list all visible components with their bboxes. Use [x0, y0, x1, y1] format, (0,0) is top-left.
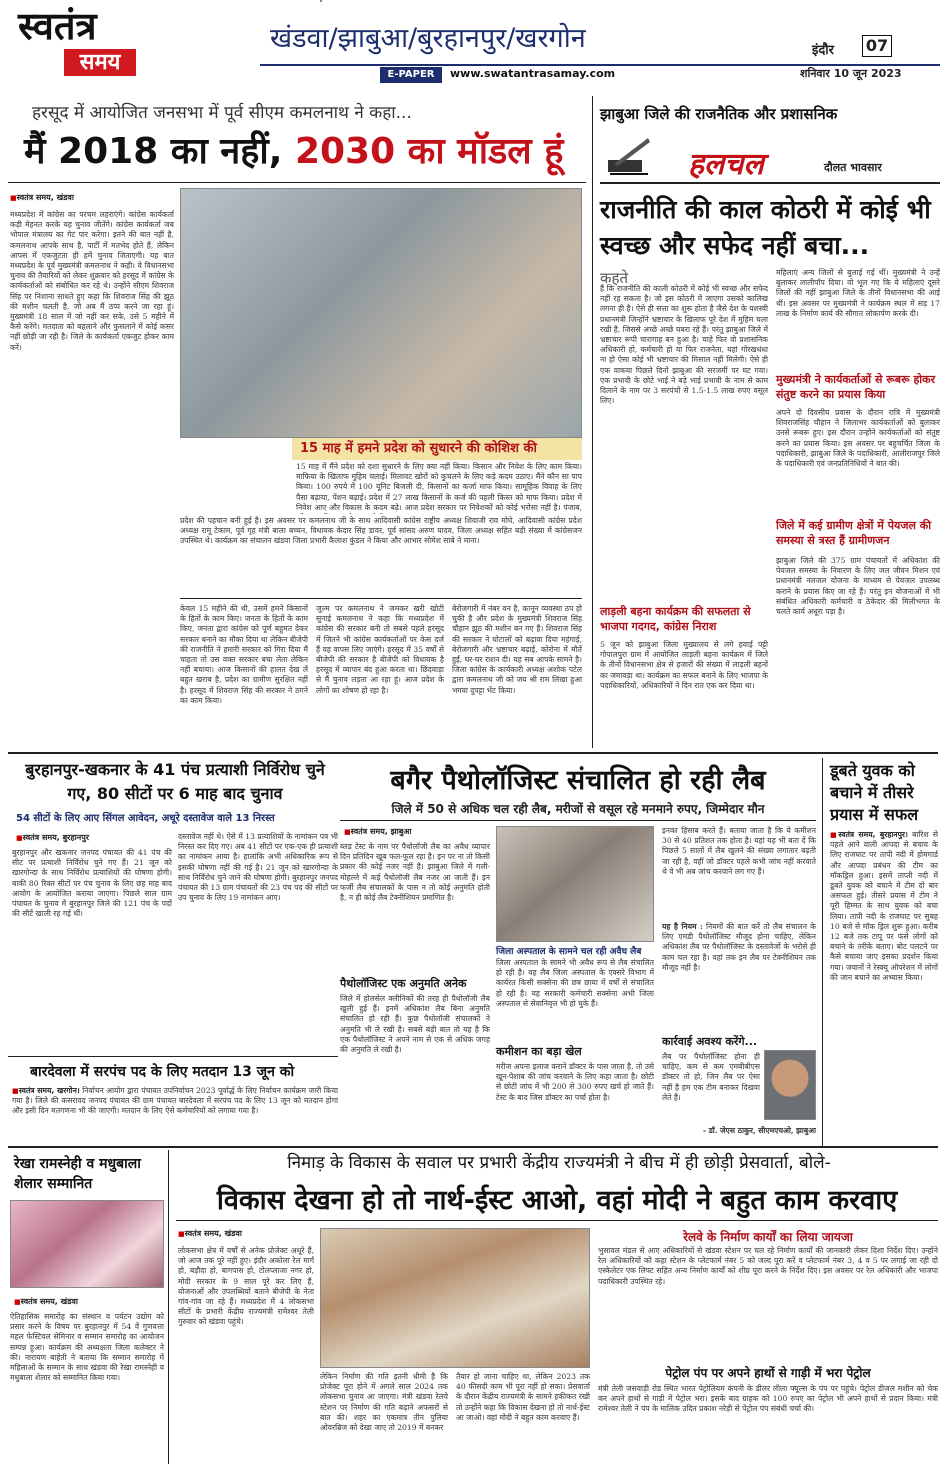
rescue-headline: डूबते युवक को बचाने में तीसरे प्रयास में सफल [830, 761, 919, 824]
lab-photo [496, 826, 654, 942]
minister-press-photo [320, 1228, 590, 1368]
website-link[interactable]: www.swatantrasamay.com [450, 67, 616, 80]
lab-photo-caption: जिला अस्पताल के सामने चल रही अवैध लैब [496, 947, 642, 957]
rekha-headline: रेखा रामस्नेही व मधुबाला शेलार सम्मानित [14, 1156, 141, 1192]
column-text-2: महिलाएं अन्य जिलों से बुलाई गई थीं। मुख्यमंत्री ने उन्हें बुलाकर लालीपॉप दिया। वो भूल गए कि ये महिलाएं दूसरे जिलों की नहीं झाबुआ जिले के तीनों विधानसभा की आई थीं। इस अवसर पर मुख्यमंत्री ने कार्यक्रम स्थल में सड़ 17 लाख के निर्माण कार्य की सौगात लोकार्पण करके दी। [776, 268, 940, 318]
column-subhead-1: लाड़ली बहना कार्यक्रम की सफलता से भाजपा गदगद, कांग्रेस निराश [600, 605, 751, 633]
lab-text-1b: जिले में होलसेल क्लीनिकों की तरह ही पैथोलॉजी लैब खुली हुई हैं। इनमें अधिकांश लैब बिना अनुमति संचालित हो रही हैं। कुछ पैथोलॉजी संचालकों ने अनुमति भी ले रखी है। सबसे बड़ी बात तो यह है कि एक पैथोलॉजिस्ट ने अपने नाम से एक से अधिक जगह की अनुमति ले रखी है। [340, 994, 490, 1055]
minister-text-1: लोकसभा क्षेत्र में वर्षों से अनेक प्रोजेक्ट अधूरे हैं, जो आज तक पूरे नहीं हुए। इंदौर अकोला रेल मार्ग हो, बड़ौदा हो, बागपास हो, टोलप्लाजा नगर हो, मोदी सरकार के 9 साल पूरे कर लिए हैं, योजनाओं और उपलब्धियों बताने बीजेपी के नेता गांव-गांव जा रहे हैं। मध्यप्रदेश में 4 लोकसभा सीटों के प्रभारी केंद्रीय राज्यमंत्री रामेश्वर तेली गुरुवार को खंडवा पहुंचे। [178, 1246, 314, 1327]
rekha-photo [10, 1200, 164, 1288]
rescue-body: बारिश से पहले आने वाली आपदा से बचाव के लिए राजघाट पर तापी नदी में होमगार्ड और आपदा प्रबंधन की टीम का मॉकड्रिल हुआ। इसमें ताप्ती नदी में डूबते युवक को बचाने में टीम दो बार असफल हुई। तीसरे प्रयास में टीम ने पूरी हिम्मत के साथ युवक को बचा लिया। तापी नदी के राजघाट पर सुबह 10 बजे से मॉक ड्रिल शुरू हुआ। करीब 12 बजे तक टापू पर फंसे लोगों को बचाने के तरीके बताए। बोट पलटने पर कैसे बचाया जाए इसका प्रदर्शन किया गया। जवानों ने रेस्क्यू ऑपरेशन में लोगों की जान बचाने का अभ्यास किया। [830, 830, 938, 982]
logo-top: स्वतंत्र [18, 4, 97, 48]
minister-byline: ■ स्वतंत्र समय, खंडवा [178, 1228, 242, 1239]
rekha-divider [168, 1150, 169, 1464]
column-title: हलचल [688, 147, 764, 182]
column-headline: राजनीति की काल कोठरी में कोई भी स्वच्छ और सफेद नहीं बचा... [600, 195, 931, 260]
minister-divider [176, 1220, 938, 1221]
logo-bottom: समय [64, 49, 136, 76]
lead-divider [8, 182, 586, 183]
minister-subhead-1: रेलवे के निर्माण कार्यों का लिया जायजा [683, 1230, 853, 1244]
section-divider-2 [8, 1146, 938, 1148]
minister-subhead-2: पेट्रोल पंप पर अपने हाथों से गाड़ी में भरा पेट्रोल [665, 1366, 871, 1380]
sarpanch-text [12, 1086, 338, 1140]
sarpanch-body: निर्वाचन आयोग द्वारा पंचायत उपनिर्वाचन 2023 पूर्वार्द्ध के लिए निर्वाचन कार्यक्रम जारी किया गया है। जिले की कसरावद जनपद पंचायत की ग्राम पंचायत बारदेवला में सरपंच पद के लिए 13 जून को मतदान होगा और इसी दिन मतगणना भी की जाएगी। मतदान के लिए ऐसे कर्मचारियों को लगाया गया है। [12, 1086, 338, 1116]
lab-subhead: जिले में 50 से अधिक चल रही लैब, मरीजों से वसूल रहे मनमाने रुपए, जिम्मेदार मौन [391, 802, 765, 816]
cmho-portrait [764, 1050, 816, 1120]
column-text-1b: 5 जून को झाबुआ जिला मुख्यालय से लगे हवाई पट्टी गोपालपुरा ग्राम में आयोजित लाड़ली बहना कार्यक्रम में जिले के तीनों विधानसभा क्षेत्र से हजारों की संख्या में लाड़ली बहनों का जमावड़ा था। कार्यक्रम का सफल बनाने के लिए भाजपा के पदाधिकारियों, अधिकारियों ने दिन रात एक कर दिया था। [600, 640, 768, 690]
column-title-rule [600, 182, 940, 184]
section-divider-1 [8, 752, 938, 754]
quill-pen-icon [604, 134, 654, 178]
column-text-2b: अपने दो दिवसीय प्रवास के दौरान रात्रि में मुख्यमंत्री शिवराजसिंह चौहान ने जिलाभर कार्यकर्ताओं को बुलाकर उनसे रूबरू हुए। इस दौरान उन्होंने कार्यकर्ताओं को संतुष्ट करने का प्रयास किया। इस अवसर पर बहुचर्चित जिला के पदाधिकारी, झाबुआ जिले के पदाधिकारी, आलीराजपुर जिले के पदाधिकारी एवं जनप्रतिनिधियों ने बात की। [776, 408, 940, 469]
lead-photo [180, 188, 582, 438]
lab-rule-label: यह है नियम : [662, 922, 703, 931]
epaper-label: E-PAPER [380, 67, 442, 83]
burhanpur-text-2: दस्तावेज नहीं थे। ऐसे में 13 प्रत्याशियों के नामांकन पत्र भी निरस्त कर दिए गए। अब 41 सीटों पर एक-एक ही प्रत्याशी का नामांकन आया है। हालांकि अभी अधिकारिक रूप से इसकी घोषणा नहीं की गई है। 21 जून को खारगोन्दा के साथ निर्विरोध चुने जाने की घोषणा होगी। बुरहानपुर जनपद पंचायत की 13 ग्राम पंचायतों की 23 पंच पद की सीटों पर उप चुनाव के लिए 19 नामांकन आए। [178, 832, 338, 903]
sarpanch-headline: बारदेवला में सरपंच पद के लिए मतदान 13 जून को [30, 1064, 295, 1080]
lead-column-a: केवल 15 महीने की थी, उसमें हमने किसानों के हितों के काम किए। जनता के हितों के काम किए, जनता द्वारा कांग्रेस को पूर्ण बहुमत देकर सरकार बनाने का मौका दिया था लेकिन बीजेपी की राजनीति ने हमारी सरकार को गिरा दिया मैं चाहता तो उस वक्त सरकार बचा लेता लेकिन नहीं बचाया। आज किसानों की हालत देख लें बहुत खराब है, प्रदेश का ग्रामीण सुरक्षित नहीं है। हरसूद में शिवराज सिंह की सरकार ने ठगने का काम किया। [180, 604, 308, 705]
lab-headline: बगैर पैथोलॉजिस्ट संचालित हो रही लैब [390, 765, 766, 796]
sarpanch-divider [8, 1056, 338, 1057]
burhanpur-byline: ■ स्वतंत्र समय, बुरहानपुर [16, 832, 89, 843]
lead-headline-part2: 2030 का मॉडल हूं [294, 131, 564, 172]
lab-byline: ■ स्वतंत्र समय, झाबुआ [344, 826, 411, 837]
rescue-divider [822, 758, 823, 1146]
lab-subhead-3: कार्रवाई अवश्य करेंगे... [662, 1035, 758, 1048]
lab-text-2b: मरीज अपना इलाज कराने डॉक्टर के पास जाता है, तो उसे खून-पेशाब की जांच करवाने के लिए कहा जाता है। छोटी से छोटी जांच में भी 200 से 300 रुपए खर्च हो जाते हैं। टेस्ट के बाद जिस डॉक्टर का पर्चा होता है। [496, 1062, 654, 1102]
lead-inner-divider [180, 598, 582, 599]
lab-quote: लैब पर पैथोलॉजिस्ट होना ही चाहिए, कम से कम एमबीबीएस डॉक्टर तो हो, जिन लैब पर ऐसा नहीं है हम एक टीम बनाकर दिखवा लेते हैं। [662, 1052, 760, 1102]
lead-headline [24, 128, 563, 176]
page-number: 07 [862, 35, 892, 57]
column-box-border [592, 96, 593, 748]
lab-text-2: जिला अस्पताल के सामने भी अवैध रूप से लैब संचालित हो रही है। यह लैब जिला अस्पताल के एक्सरे विभाग में कार्यरत किसी सक्सेना की छत्र छाया में वर्षों से संचालित हो रही है। यह सरकारी कर्मचारी सक्सेना अभी जिला अस्पताल से सेवानिवृत्त भी हो चुके हैं। [496, 958, 654, 1008]
burhanpur-headline: बुरहानपुर-खकनार के 41 पंच प्रत्याशी निर्विरोध चुने गए, 80 सीटों पर 6 माह बाद चुनाव [25, 760, 325, 803]
edition-city: इंदौर [812, 43, 834, 58]
lead-column-b: जुल्म पर कमलनाथ ने जमकर खरी खोटी सुनाई कमलनाथ ने कहा कि मध्यप्रदेश में कांग्रेस की सरकार बनी तो सबसे पहले हरसूद में जितने भी कांग्रेस कार्यकर्ताओं पर केस दर्ज हैं वह वापस लिए जाएंगे। हरसूद में 35 वर्षों से बीजेपी की सरकार है बीजेपी को विधायक है हरसूद में व्यापार बंद हुआ करता था। छिंदवाड़ा से मैं चुनाव लड़ता आ रहा हूं। आज प्रदेश के लोगों का शोषण हो रहा है। [316, 604, 444, 695]
lead-mid-text: 15 माह में मैंने प्रदेश को दशा सुधारने के लिए क्या नहीं किया। किसान और निवेश के लिए काम किया। माफिया के खिलाफ मुहिम चलाई। मिलावट खोरों को कुचलने के लिए कड़े कदम उठाए। मैंने कौन सा पाप किया। 100 रुपये में 100 यूनिट बिजली दी, किसानों का कर्जा माफ किया। सामूहिक विवाह के लिए पैसा बढ़ाया, पेंशन बढ़ाई। प्रदेश में 27 लाख किसानों के कर्ज की पहली किस्त को माफ किया। प्रदेश में निवेश आए और विकास के कदम बढ़े। आज प्रदेश सरकार पर निवेशकों को कोई भरोसा नहीं है। पंजाब, [296, 462, 582, 512]
lab-subhead-2: कमीशन का बड़ा खेल [496, 1045, 582, 1058]
edition-date: शनिवार 10 जून 2023 [800, 67, 902, 80]
column-text-2c: झाबुआ जिले की 375 ग्राम पंचायतों में अधिकांश की पेयजल समस्या के निवारण के लिए जल जीवन मिशन एवं प्रधानमंत्री नलजल योजना के माध्यम से पेयजल उपलब्ध कराने के प्रयास किए जा रहे हैं। परंतु इन योजनाओं में भी संबंधित अधिकारी कर्मचारी व ठेकेदार की मिलीभगत के चलते कार्य अधूरा पड़ा है। [776, 556, 940, 617]
lab-text-3b [662, 922, 816, 1032]
lab-quote-attribution: - डॉ. जेएस ठाकुर, सीएमएचओ, झाबुआ [702, 1126, 816, 1135]
lead-byline: ■ स्वतंत्र समय, खंडवा [10, 192, 74, 203]
column-subhead-2: मुख्यमंत्री ने कार्यकर्ताओं से रूबरू होकर संतुष्ट करने का प्रयास किया [776, 373, 936, 401]
minister-photo [320, 0, 322, 2]
minister-text-4b: मंत्री तेली जसवाड़ी रोड स्थित भारत पेट्रोलियम कंपनी के डीलर लीला फ्यूल्स के पंप पर पहुंचे। पेट्रोल डीजल मशीन को चेक कर अपने हाथों से गाड़ी में पेट्रोल भरा। इसके बाद ग्राहक को 100 रुपए का पेट्रोल भी अपने हाथों से प्रदान किया। मंत्री रामेश्वर तेली ने पंप के मालिक उदित प्रकाश नरेड़ी से पेट्रोल पंप संबंधी चर्चा की। [598, 1384, 938, 1414]
lab-subhead-1: पैथोलॉजिस्ट एक अनुमति अनेक [340, 977, 467, 990]
lead-column-1: मध्यप्रदेश में कांग्रेस का परचम लहराएंगे। कांग्रेस कार्यकर्ता कड़ी मेहनत करके यह चुनाव जीतेंगे। कांग्रेस कार्यकर्ता जब भोपाल मंत्रालय का गेट पार करेगा। इतने की बात नहीं है, कमलनाथ आपके साथ है, पार्टी में मतभेद होते हैं, लेकिन आपस में एकजुटता ही हमें चुनाव जिताएगी। यह बात मध्यप्रदेश के पूर्व मुख्यमंत्री कमलनाथ ने कही। वे विधानसभा चुनाव की तैयारियों को लेकर शुक्रवार को हरसूद में कांग्रेस के कार्यकर्ताओं को संबोधित कर रहे थे। उन्होंने सीएम शिवराज सिंह पर निशाना साधते हुए कहा कि शिवराज सिंह की झूठ की मशीन चलती है, जो अब मैं ठप्प करने जा रहा हूं। मुख्यमंत्री 18 साल में जो नहीं कर सके, उसे 5 महीने में कैसे करेंगे। मतदाता को बहलाने और फुसलाने में कोई कसर नहीं छोड़ी जा रही है। जिले के कार्यकर्ता एकजुट होकर काम करें। [10, 210, 174, 352]
rescue-text [830, 830, 938, 1142]
lead-wide-text: प्रदेश की पहचान बनी हुई है। इस अवसर पर कमलनाथ जी के साथ आदिवासी कांग्रेस राष्ट्रीय अध्यक्ष शिवाजी राव मोघे, आदिवासी कांग्रेस प्रदेश अध्यक्ष रामू टेकाम, पूर्व गृह मंत्री बाला बच्चन, विधायक केदार सिंह डावर, पूर्व सांसद अरुण यादव, जिला अध्यक्ष सहित बड़ी संख्या में कांग्रेसजन उपस्थित थे। कार्यक्रम का संचालन खंडवा जिला प्रभारी कैलाश कुंडल ने किया और आभार सोमेश साबे ने माना। [180, 516, 582, 546]
masthead [0, 0, 945, 88]
minister-headline: विकास देखना हो तो नार्थ-ईस्ट आओ, वहां मोदी ने बहुत काम करवाए [216, 1185, 898, 1216]
minister-text-3: तैयार हो जाना चाहिए था, लेकिन 2023 तक 40 फीसदी काम भी पूरा नहीं हो सका। प्रेसवार्ता के दौरान केंद्रीय राज्यमंत्री के सामने हकीकत रखी तो उन्होंने कहा कि विकास देखना हो तो नार्थ-ईस्ट आ जाओ। वहां मोदी ने बहुत काम करवाए हैं। [456, 1372, 590, 1422]
lead-kicker: हरसूद में आयोजित जनसभा में पूर्व सीएम कमलनाथ ने कहा... [32, 103, 412, 123]
rekha-text: ऐतिहासिक समारोह का संस्थान व पर्यटन उद्योग को प्रसार करने के विषय पर बुरहानपुर में 54 वें गुणवत्ता महल फेस्टिवल सेमिनार व सम्मान समारोह का आयोजन सम्पन्न हुआ। कार्यक्रम की अध्यक्षता जिला कलेक्टर ने की। नारायण बाहेती ने बताया कि सम्मान समारोह में महिलाओं के सम्मान के साथ खंडवा की रेखा रामस्नेही व मधुबाला शेलार को सम्मानित किया गया। [10, 1312, 164, 1383]
lead-column-c: बेरोजगारी में नंबर वन है, कानून व्यवस्था ठप हो चुकी है और प्रदेश के मुख्यमंत्री शिवराज सिंह चौहान झूठ की मशीन बन गए हैं। शिवराज सिंह की सरकार ने घोटालों को बढ़ावा दिया महंगाई, बेरोजगारी और भ्रष्टाचार बढ़ाई, कोरोना में मौतें हुईं, घर-घर राशन दी। यह सब आपके सामने है। जिला कांग्रेस के कार्यकारी अध्यक्ष अशोक पटेल द्वारा कमलनाथ जी को जय श्री राम लिखा हुआ भगवा दुपट्टा भेंट किया। [452, 604, 582, 695]
column-dropcap: कहते [600, 269, 629, 287]
burhanpur-text-1: बुरहानपुर और खकनार जनपद पंचायत की 41 पंच की सीट पर प्रत्याशी निर्विरोध चुने गए हैं। 21 जून को खारगोन्दा के साथ निर्विरोध प्रत्याशियों की घोषणा होगी। बाकी 80 रिक्त सीटों पर पंच चुनाव के लिए छह माह बाद आयोग के आयोजित कराया जाएगा। पिछले साल ग्राम पंचायत के चुनाव में बुरहानपुर जिले की 121 पंच के पदों की सीटें खाली रह गई थीं। [12, 848, 172, 919]
column-author: दौलत भावसार [824, 161, 882, 174]
lab-rule-text: नियमों की बात करें तो लैब संचालन के लिए एमडी पैथोलॉजिस्ट मौजूद होना चाहिए, लेकिन अधिकांश लैब पर पैथोलॉजिस्ट के दस्तावेजों के भरोसे ही काम चल रहा है। वहां तक इन लैब पर टेक्नीशियन तक मौजूद नहीं है। [662, 922, 816, 972]
burhanpur-subhead: 54 सीटों के लिए आए सिंगल आवेदन, अधूरे दस्तावेज वाले 13 निरस्त [16, 813, 275, 824]
lead-headline-part1: मैं 2018 का नहीं, [24, 131, 283, 172]
rescue-byline: ■ स्वतंत्र समय, बुरहानपुर। [830, 830, 908, 839]
minister-kicker: निमाड़ के विकास के सवाल पर प्रभारी केंद्रीय राज्यमंत्री ने बीच में ही छोड़ी प्रेसवार्ता, बोले- [287, 1153, 831, 1173]
minister-text-4: भुसावल मंडल से आए अधिकारियों से खंडवा स्टेशन पर चल रहे निर्माण कार्यों की जानकारी लेकर दिशा निर्देश दिए। उन्होंने रेल अधिकारियों को कहा स्टेशन के प्लेटफार्म नंबर 5 को जल्द पूरा करें व प्लेटफार्म नंबर 3, 4 व 5 पर लगाई जा रही दो एस्केलेटर एक लिफ्ट सहित अन्य निर्माण कार्यों को शीघ्र पूरा करने के निर्देश दिए। इस अवसर पर रेल अधिकारी और भाजपा पदाधिकारी उपस्थित रहे। [598, 1246, 938, 1286]
column-subhead-3: जिले में कई ग्रामीण क्षेत्रों में पेयजल की समस्या से त्रस्त हैं ग्रामीणजन [776, 519, 932, 547]
rekha-byline: ■ स्वतंत्र समय, खंडवा [14, 1296, 78, 1307]
lab-divider [340, 820, 816, 821]
minister-text-2: लेकिन निर्माण की गति इतनी धीमी है कि प्रोजेक्ट पूरा होने में अगले साल 2024 तक लोकसभा चुनाव आ जाएगा। मंत्री खंडवा रेलवे स्टेशन पर निर्माण की गति बढ़ाने अफसरों से बात की। शहर का एकमात्र तीन पुलिया ओवरब्रिज को देखा जाए तो 2019 में बनकर [320, 1372, 448, 1433]
page-regions: खंडवा/झाबुआ/बुरहानपुर/खरगोन [270, 23, 586, 54]
column-kicker: झाबुआ जिले की राजनैतिक और प्रशासनिक [600, 105, 838, 123]
lab-text-1: ब्लड टेस्ट के नाम पर पैथोलॉजी लैब का अवैध व्यापार दिन प्रतिदिन खूब फल-फूल रहा है। इन पर ना तो किसी प्रकार की कोई नजर नहीं है। झाबुआ जिले में गली-मोहल्ले में कई पैथोलॉजी लैब नजर आ जाती हैं। इन फर्जी लैब संचालकों के पास न तो कोई अनुमति होती है, न ही कोई लैब टेक्नीशियन प्रमाणित है। [340, 842, 490, 903]
lab-text-3: इनका हिसाब करते हैं। बताया जाता है कि ये कमीशन 30 से 40 प्रतिशत तक होता है। यहां यह भी बता दें कि पिछले 5 सालों में लैब खुलने की संख्या लगातार बढ़ती जा रही है, वहीं जो डॉक्टर पहले कभी जांच नहीं करवाते थे वे भी अब जांच करवाने लग गए हैं। [662, 826, 816, 876]
column-text-1: हैं कि राजनीति की काली कोठरी में कोई भी स्वच्छ और सफेद नहीं रह सकता है। जो इस कोठरी में जाएगा उसको कालिख लगना ही है। ऐसे ही सत्ता का शुरू होता है जैसे देश के यशस्वी प्रधानमंत्री जिन्होंने भ्रष्टाचार के खिलाफ पूरे देश में मुहिम चला रखी है, जिससे अच्छे अच्छे घबरा रहे हैं। परंतु झाबुआ जिले में भ्रष्टाचार रूपी चारागाह बन हुआ है। चाहे फिर वो प्रशासनिक अधिकारी हो, कर्मचारी हो या फिर राजनेता, यहां गोरखधंधा ना हो ऐसा कोई भी भ्रष्टाचार की मिसाल नहीं मिलेगी। ऐसे ही एक वाकया पिछले दिनों झाबुआ की सरजमीं पर घट गया। एक प्रभावी के छोटे भाई ने बड़े भाई प्रभावी के नाम से काम दिलाने के नाम पर 3 सरपंचों से 1.5-1.5 लाख रुपए वसूल लिए। [600, 284, 768, 406]
lead-photo-caption: 15 माह में हमने प्रदेश को सुधारने की कोशिश की [292, 438, 582, 460]
sarpanch-byline: ■ स्वतंत्र समय, खरगोन। [12, 1086, 80, 1095]
